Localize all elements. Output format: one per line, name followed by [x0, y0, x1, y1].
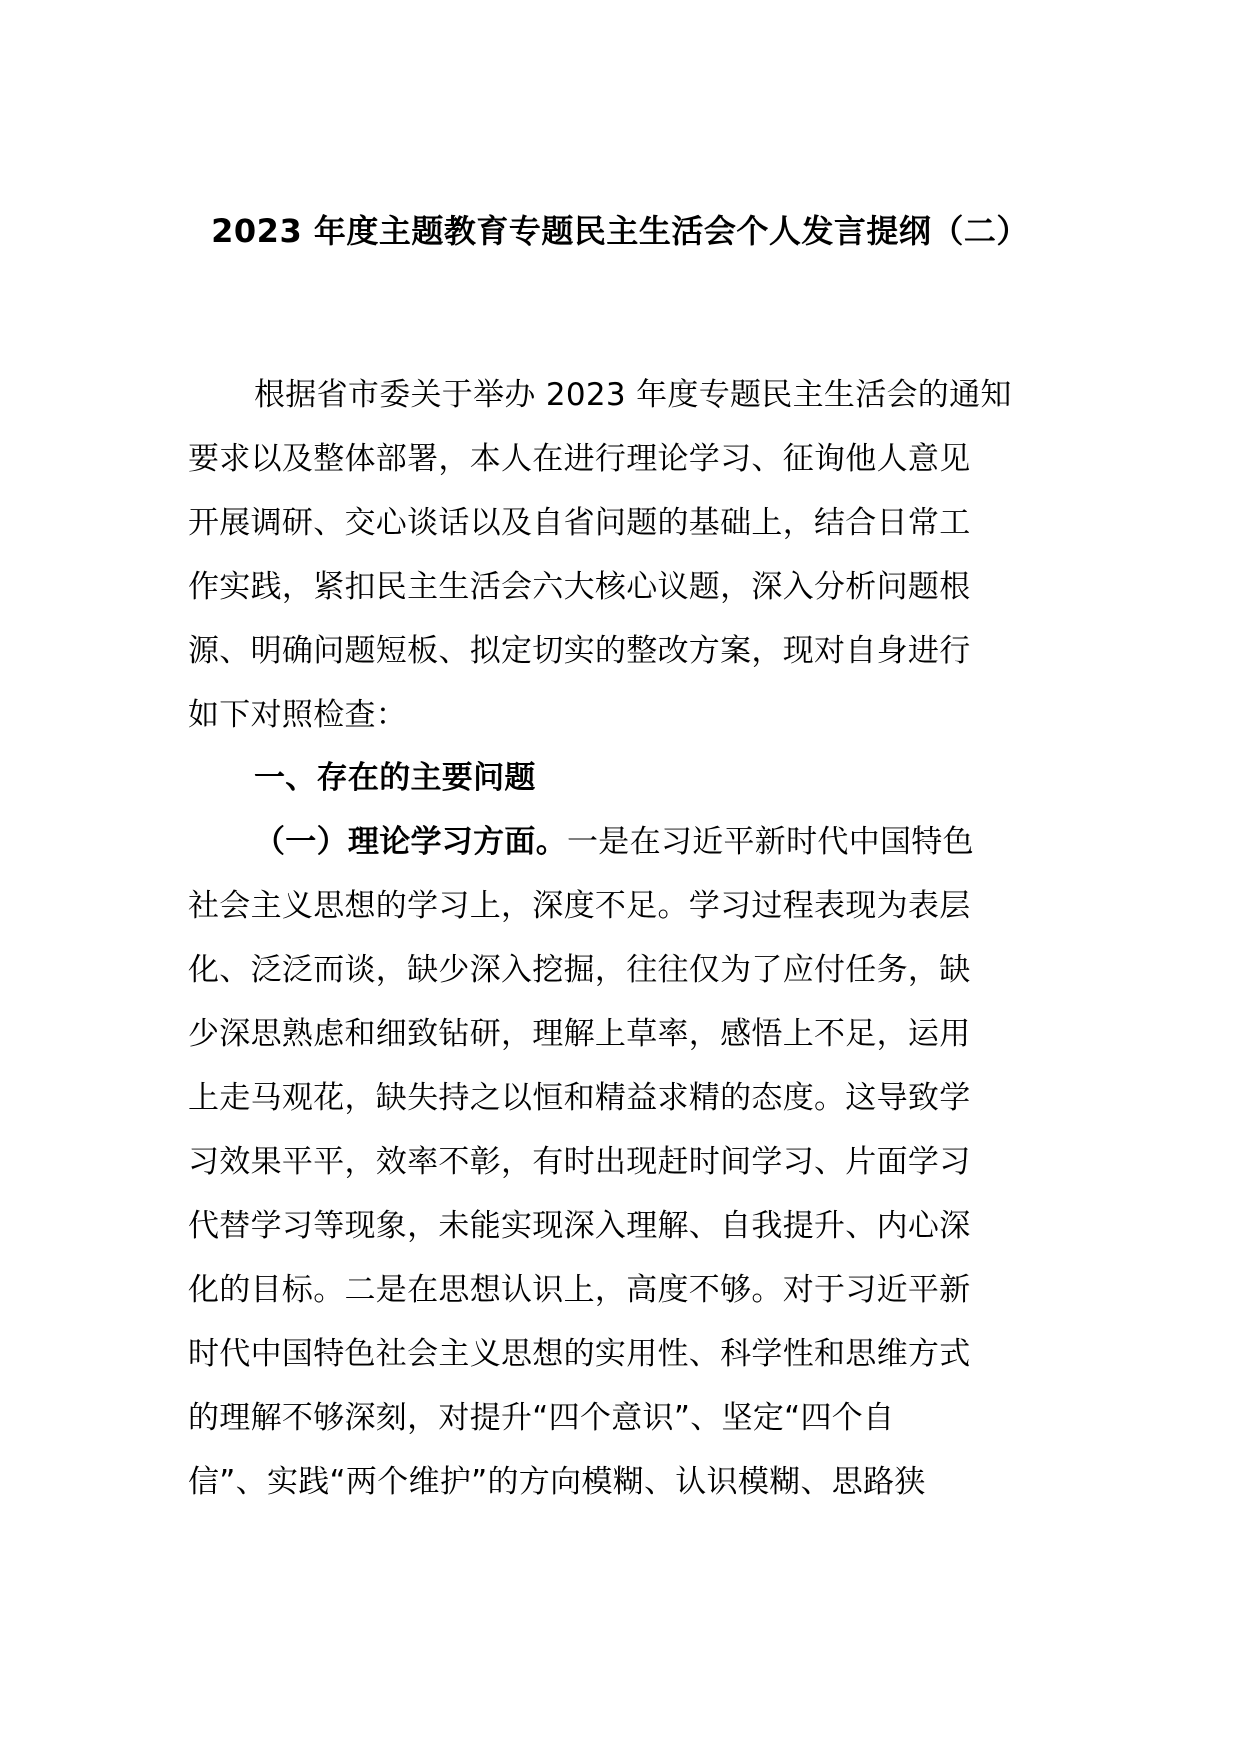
intro-line: 开展调研、交心谈话以及自省问题的基础上，结合日常工: [188, 505, 971, 541]
intro-line: 作实践，紧扣民主生活会六大核心议题，深入分析问题根: [188, 569, 971, 605]
body-line: 上走马观花，缺失持之以恒和精益求精的态度。这导致学: [188, 1080, 971, 1116]
body-line: 习效果平平，效率不彰，有时出现赶时间学习、片面学习: [188, 1144, 971, 1180]
body-line: 化的目标。二是在思想认识上，高度不够。对于习近平新: [188, 1272, 971, 1308]
body-line: 化、泛泛而谈，缺少深入挖掘，往往仅为了应付任务，缺: [188, 952, 971, 988]
body-line: 代替学习等现象，未能实现深入理解、自我提升、内心深: [188, 1208, 971, 1244]
intro-line: 源、明确问题短板、拟定切实的整改方案，现对自身进行: [188, 633, 971, 669]
subsection-first-line-text: 一是在习近平新时代中国特色: [567, 824, 974, 860]
body-line: 社会主义思想的学习上，深度不足。学习过程表现为表层: [188, 888, 971, 924]
body-line: 信”、实践“两个维护”的方向模糊、认识模糊、思路狭: [188, 1464, 926, 1500]
subsection-first-line: [254, 822, 974, 862]
subsection-heading: （一）理论学习方面。: [254, 824, 567, 860]
body-line: 少深思熟虑和细致钻研，理解上草率，感悟上不足，运用: [188, 1016, 971, 1052]
intro-line: 要求以及整体部署，本人在进行理论学习、征询他人意见: [188, 441, 971, 477]
section-heading: 一、存在的主要问题: [254, 760, 536, 796]
body-line: 时代中国特色社会主义思想的实用性、科学性和思维方式: [188, 1336, 971, 1372]
document-title: 2023 年度主题教育专题民主生活会个人发言提纲（二）: [211, 212, 1029, 250]
intro-line: 根据省市委关于举办 2023 年度专题民主生活会的通知: [254, 377, 1012, 413]
body-line: 的理解不够深刻，对提升“四个意识”、坚定“四个自: [188, 1400, 895, 1436]
intro-line: 如下对照检查：: [188, 697, 408, 733]
